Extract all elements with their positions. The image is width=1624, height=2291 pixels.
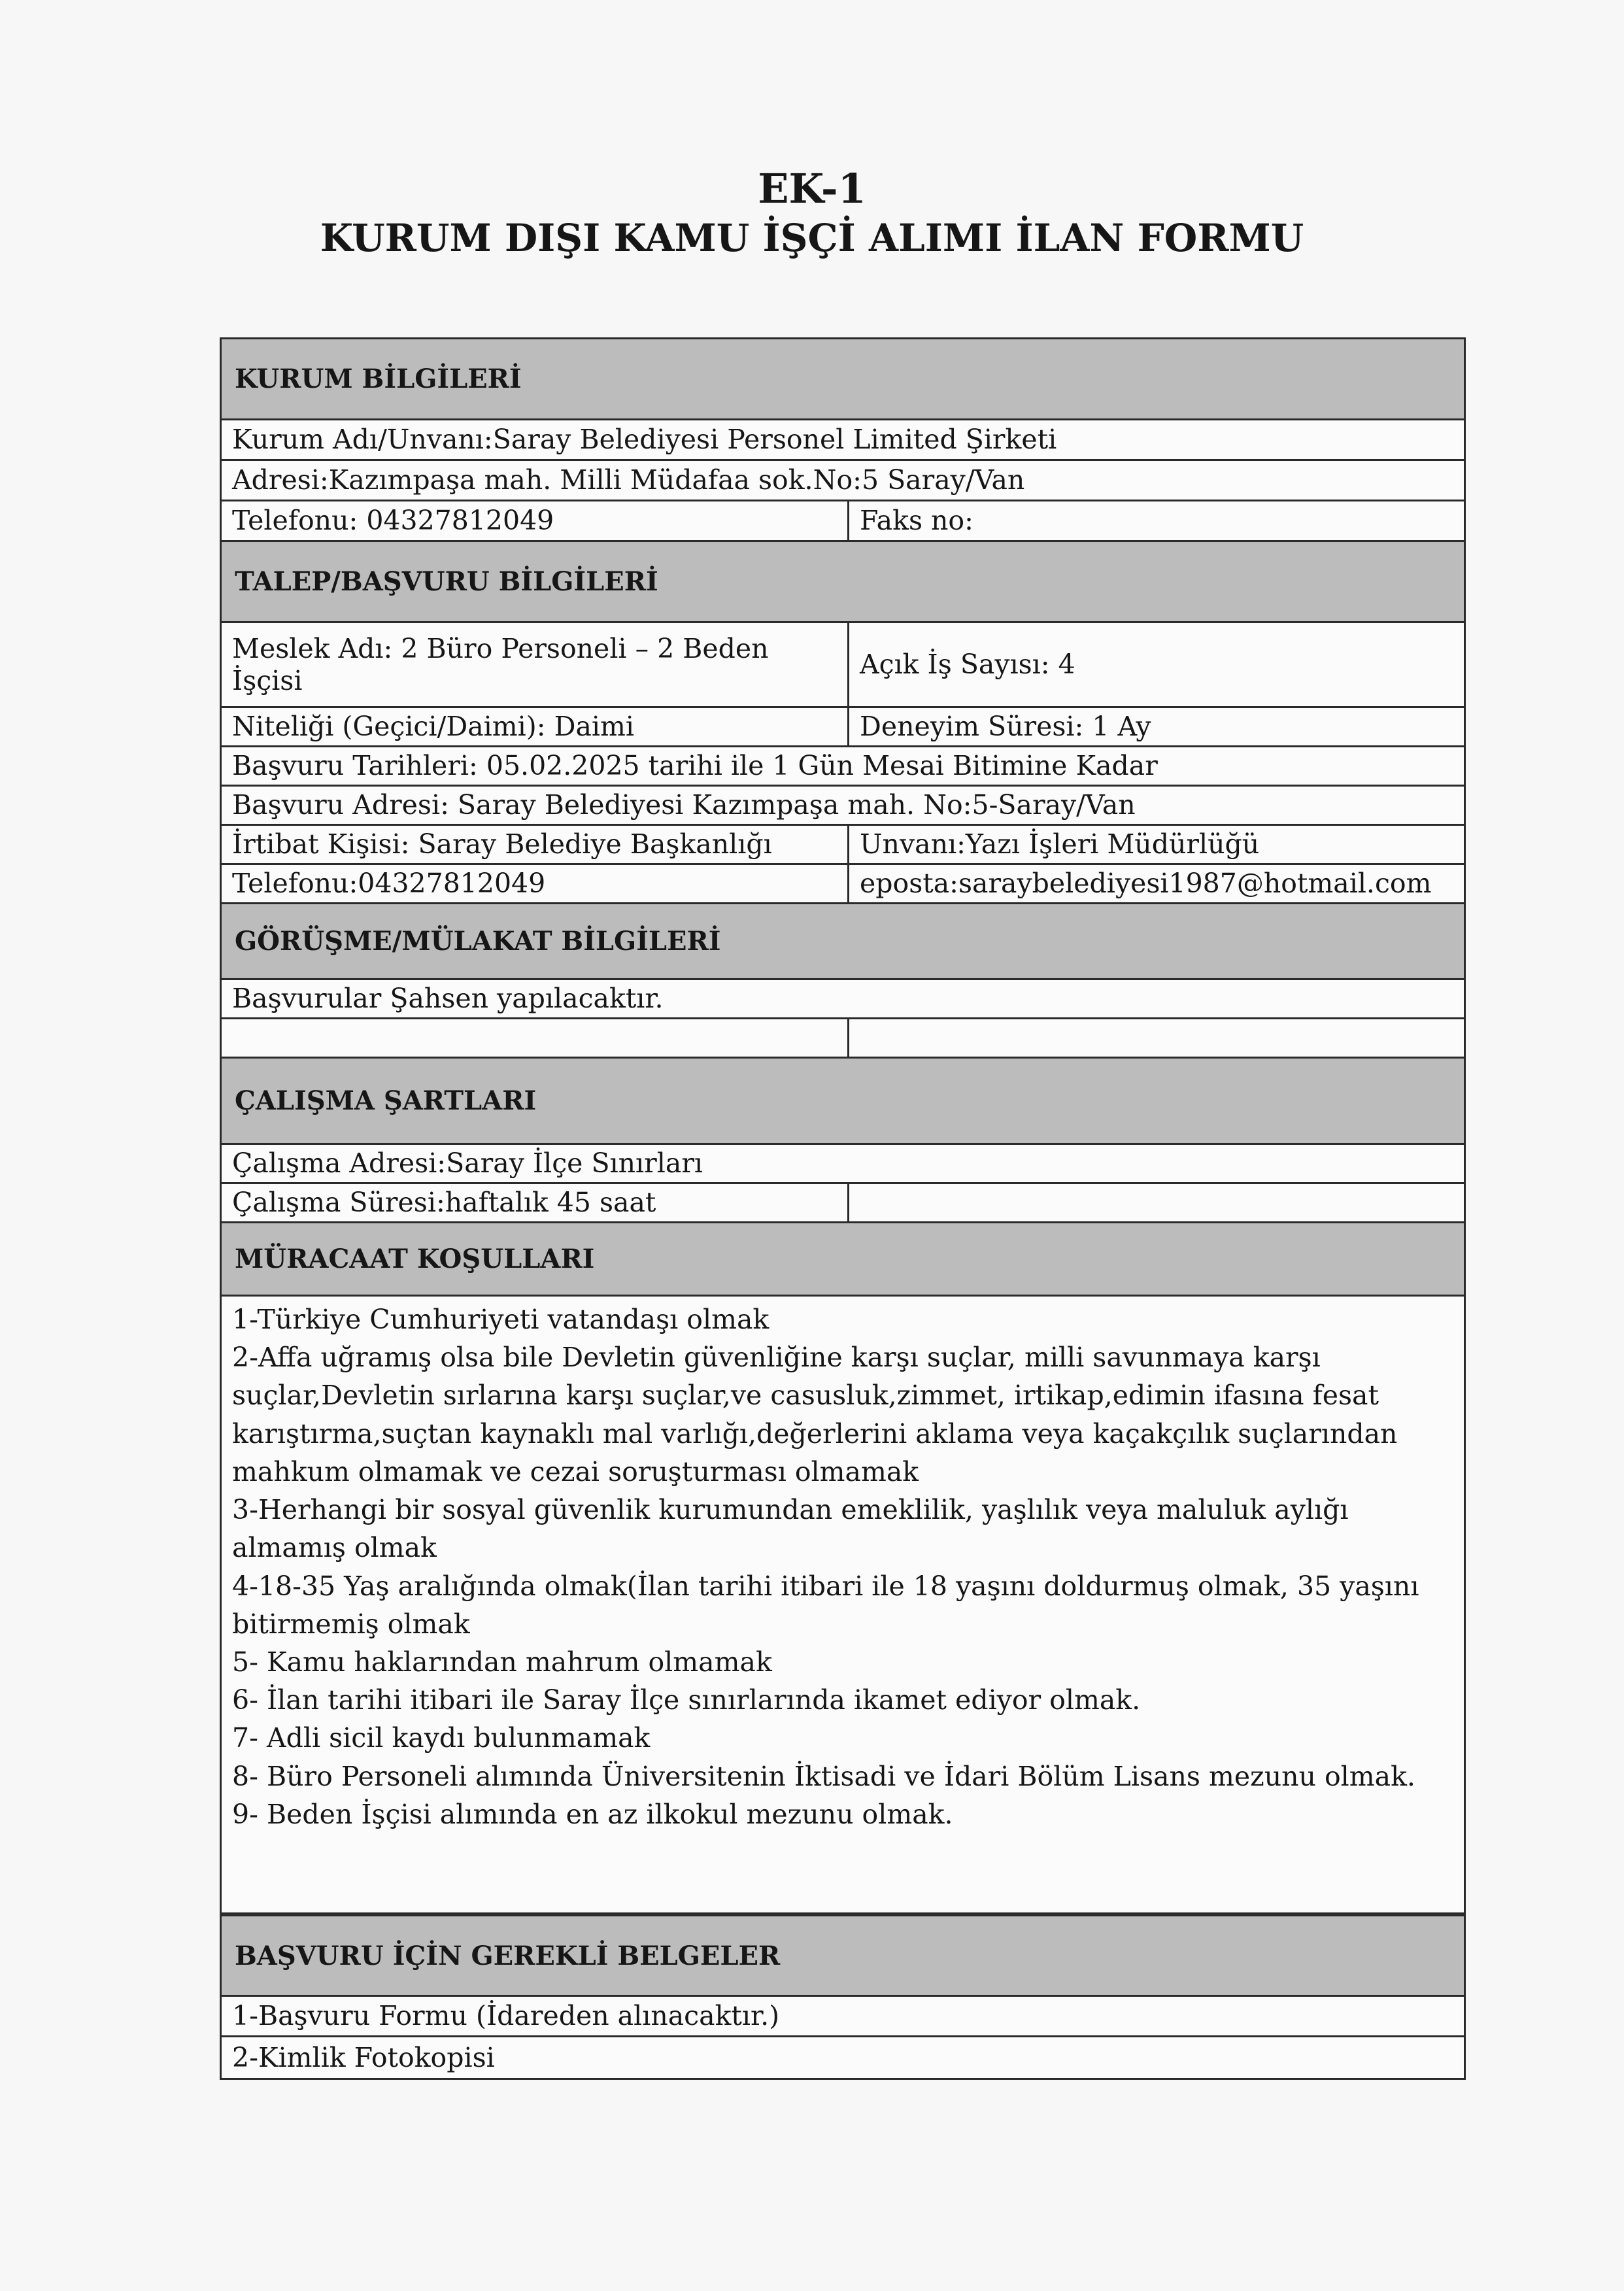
row-irtibat <box>222 826 1464 865</box>
form-code: EK-1 <box>758 165 866 212</box>
row-gorusme-text <box>222 980 1464 1019</box>
belge-item: 1-Başvuru Formu (İdareden alınacaktır.) <box>232 2000 780 2032</box>
talep-eposta: eposta:saraybelediyesi1987@hotmail.com <box>860 868 1432 900</box>
row-gorusme-empty <box>222 1019 1464 1059</box>
irtibat-unvan: Unvanı:Yazı İşleri Müdürlüğü <box>860 828 1260 860</box>
basvuru-adresi: Başvuru Adresi: Saray Belediyesi Kazımpaşa mah. No:5-Saray/Van <box>232 789 1136 821</box>
announcement-form <box>220 337 1466 2080</box>
section-header-calisma: ÇALIŞMA ŞARTLARI <box>222 1059 1464 1145</box>
kurum-adres: Adresi:Kazımpaşa mah. Milli Müdafaa sok.No:5 Saray/Van <box>232 464 1025 496</box>
belge-item: 2-Kimlik Fotokopisi <box>232 2041 495 2073</box>
section-header-muracaat: MÜRACAAT KOŞULLARI <box>222 1223 1464 1297</box>
section-header-belgeler: BAŞVURU İÇİN GEREKLİ BELGELER <box>222 1914 1464 1997</box>
list-item: 8- Büro Personeli alımında Üniversitenin İktisadi ve İdari Bölüm Lisans mezunu olmak. <box>232 1760 1415 1792</box>
acik-is-sayisi: Açık İş Sayısı: 4 <box>860 649 1075 681</box>
list-item: 3-Herhangi bir sosyal güvenlik kurumundan emeklilik, yaşlılık veya maluluk aylığı almamış olmak <box>232 1494 1349 1564</box>
row-kurum-telefon <box>222 501 1464 542</box>
calisma-adresi: Çalışma Adresi:Saray İlçe Sınırları <box>232 1147 703 1179</box>
section-header-talep: TALEP/BAŞVURU BİLGİLERİ <box>222 542 1464 623</box>
calisma-suresi: Çalışma Süresi:haftalık 45 saat <box>222 1184 849 1221</box>
irtibat-kisisi: İrtibat Kişisi: Saray Belediye Başkanlığı <box>222 826 849 863</box>
kurum-adi: Kurum Adı/Unvanı:Saray Belediyesi Personel Limited Şirketi <box>232 424 1057 456</box>
list-item: 1-Türkiye Cumhuriyeti vatandaşı olmak <box>232 1304 770 1335</box>
list-item: 9- Beden İşçisi alımında en az ilkokul mezunu olmak. <box>232 1798 953 1830</box>
section-header-gorusme: GÖRÜŞME/MÜLAKAT BİLGİLERİ <box>222 904 1464 980</box>
nitelik: Niteliği (Geçici/Daimi): Daimi <box>222 708 849 745</box>
row-meslek <box>222 623 1464 708</box>
talep-telefon: Telefonu:04327812049 <box>222 865 849 902</box>
row-belge-2 <box>222 2037 1464 2078</box>
empty-cell-left <box>222 1019 849 1057</box>
row-kurum-adres <box>222 461 1464 501</box>
list-item: 6- İlan tarihi itibari ile Saray İlçe sınırlarında ikamet ediyor olmak. <box>232 1684 1141 1716</box>
row-calisma-sure <box>222 1184 1464 1223</box>
list-item: 4-18-35 Yaş aralığında olmak(İlan tarihi itibari ile 18 yaşını doldurmuş olmak, 35 yaşını bitirmemiş olmak <box>232 1570 1419 1640</box>
muracaat-list <box>222 1297 1464 1912</box>
meslek-adi: Meslek Adı: 2 Büro Personeli – 2 Beden İşçisi <box>222 623 849 706</box>
row-muracaat-list <box>222 1297 1464 1914</box>
row-calisma-adres <box>222 1145 1464 1184</box>
kurum-faks: Faks no: <box>860 505 973 537</box>
row-nitelik <box>222 708 1464 747</box>
row-belge-1 <box>222 1997 1464 2037</box>
empty-cell <box>849 1184 1464 1221</box>
list-item: 5- Kamu haklarından mahrum olmamak <box>232 1646 772 1678</box>
list-item: 7- Adli sicil kaydı bulunmamak <box>232 1722 651 1754</box>
section-header-kurum: KURUM BİLGİLERİ <box>222 339 1464 420</box>
kurum-telefon: Telefonu: 04327812049 <box>222 501 849 540</box>
form-title: KURUM DIŞI KAMU İŞÇİ ALIMI İLAN FORMU <box>320 216 1304 260</box>
gorusme-text: Başvurular Şahsen yapılacaktır. <box>232 983 664 1015</box>
basvuru-tarihleri: Başvuru Tarihleri: 05.02.2025 tarihi ile 1 Gün Mesai Bitimine Kadar <box>232 750 1158 782</box>
row-kurum-adi <box>222 420 1464 461</box>
empty-cell-right <box>849 1019 1464 1057</box>
list-item: 2-Affa uğramış olsa bile Devletin güvenliğine karşı suçlar, milli savunmaya karşı suçlar,Devletin sırlarına karşı suçlar,ve casusluk,zimmet, irtikap,edimin ifasına fesat karıştırma,suçtan kaynaklı mal varlığı,değerlerini aklama veya kaçakçılık suçlarından mahkum olmamak ve cezai soruşturması olmamak <box>232 1342 1398 1487</box>
row-basvuru-adres <box>222 787 1464 826</box>
deneyim-suresi: Deneyim Süresi: 1 Ay <box>860 711 1151 743</box>
row-talep-telefon <box>222 865 1464 904</box>
row-basvuru-tarih <box>222 747 1464 787</box>
